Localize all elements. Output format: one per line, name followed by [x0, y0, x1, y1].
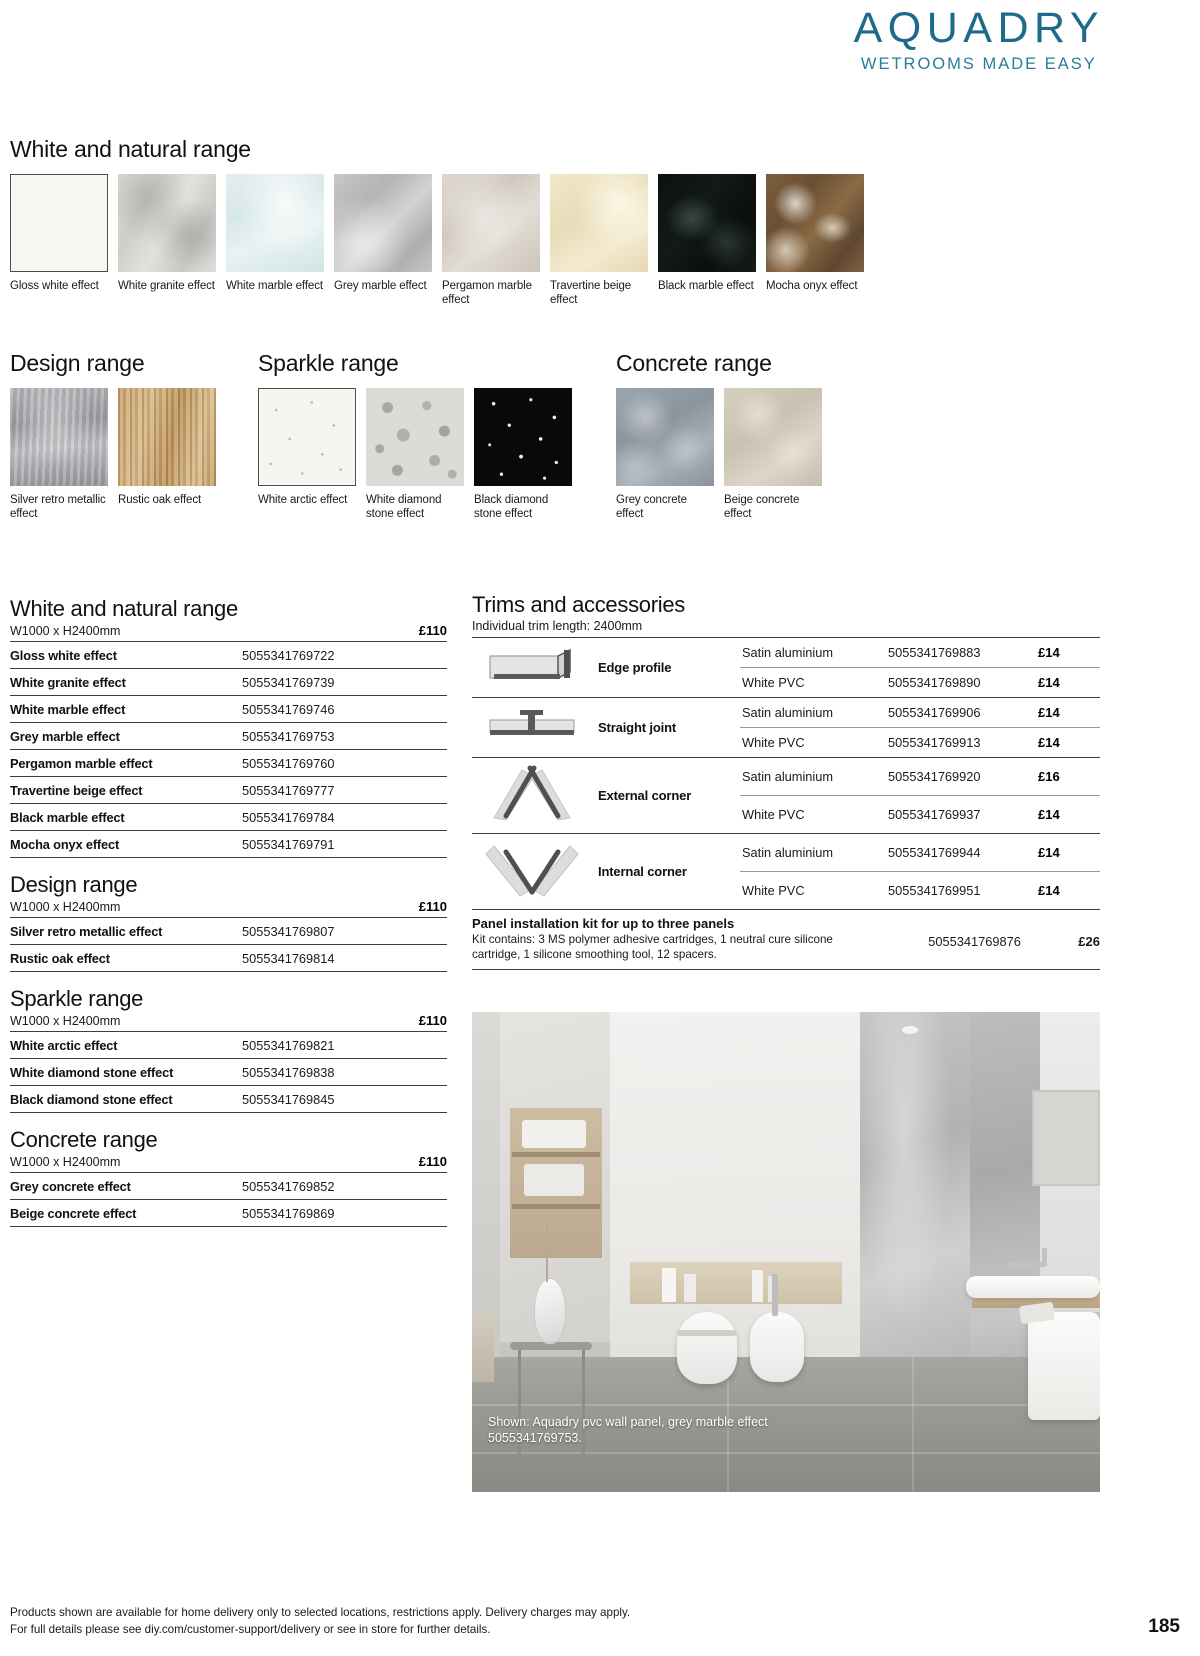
product-code: 5055341769746: [242, 702, 335, 717]
price-table-sparkle-range: [10, 986, 447, 1113]
table-size: W1000 x H2400mm: [10, 1155, 121, 1169]
installation-kit-block[interactable]: [472, 910, 1100, 970]
brand-name: AQUADRY: [853, 4, 1104, 52]
kit-title: Panel installation kit for up to three panels: [472, 916, 735, 931]
trim-code: 5055341769913: [888, 728, 1038, 758]
table-price: £110: [418, 1154, 447, 1169]
gallery-title: Concrete range: [616, 350, 772, 376]
product-name: Black marble effect: [10, 810, 125, 825]
swatch-label: Beige concrete effect: [724, 494, 800, 521]
table-row[interactable]: [10, 1200, 447, 1227]
kit-code: 5055341769876: [928, 934, 1021, 949]
trims-column: [472, 592, 1100, 970]
product-name: White diamond stone effect: [10, 1065, 174, 1080]
gallery-title: Sparkle range: [258, 350, 399, 376]
swatch-cell[interactable]: [258, 388, 356, 521]
trim-code: 5055341769944: [888, 845, 981, 860]
price-tables-column: [10, 592, 447, 1241]
hero-branch: [546, 1224, 548, 1282]
trim-price: £14: [1038, 872, 1100, 910]
product-name: Travertine beige effect: [10, 783, 143, 798]
swatch-grid: [10, 174, 864, 307]
table-row[interactable]: [10, 669, 447, 696]
trim-price: £14: [1038, 645, 1060, 660]
edge-profile-icon: [472, 638, 592, 698]
internal-corner-icon-svg: [484, 838, 580, 900]
brand-logo: [854, 6, 1104, 74]
trim-price: £14: [1038, 796, 1100, 834]
trim-material: White PVC: [740, 872, 888, 910]
hero-caption: Shown: Aquadry pvc wall panel, grey marble effect 5055341769753.: [488, 1414, 768, 1445]
product-code: 5055341769722: [242, 648, 335, 663]
trim-name: Internal corner: [598, 864, 687, 879]
kit-divider: [472, 969, 1100, 970]
table-row[interactable]: [10, 723, 447, 750]
trim-name: Straight joint: [598, 720, 677, 735]
table-size: W1000 x H2400mm: [10, 900, 121, 914]
swatch-label: Travertine beige effect: [550, 280, 632, 307]
swatch-grid: [10, 388, 258, 521]
product-code: 5055341769845: [242, 1092, 335, 1107]
table-row[interactable]: [10, 696, 447, 723]
trim-material: White PVC: [740, 728, 888, 758]
trim-name: Edge profile: [598, 660, 672, 675]
table-row[interactable]: [10, 804, 447, 831]
product-code: 5055341769814: [242, 951, 335, 966]
trim-material: Satin aluminium: [742, 845, 834, 860]
table-row[interactable]: [10, 642, 447, 669]
product-code: 5055341769838: [242, 1065, 335, 1080]
hero-bathroom-photo: [472, 1012, 1100, 1492]
hero-mirror: [1032, 1090, 1100, 1186]
table-row[interactable]: [10, 831, 447, 858]
product-name: Grey concrete effect: [10, 1179, 131, 1194]
hero-basin-tap: [1008, 1262, 1046, 1267]
swatch-label: Grey marble effect: [334, 280, 427, 292]
swatch-cell[interactable]: [118, 388, 216, 521]
trim-material: White PVC: [740, 796, 888, 834]
trim-row[interactable]: [472, 638, 1100, 668]
footer-legal-text: [10, 1605, 630, 1638]
trim-price: £14: [1038, 845, 1060, 860]
table-row[interactable]: [10, 1173, 447, 1200]
hero-bottle: [662, 1268, 676, 1302]
brand-tagline: WETROOMS MADE EASY: [860, 55, 1097, 74]
product-code: 5055341769760: [242, 756, 335, 771]
swatch-silver-retro: [10, 388, 108, 486]
swatch-cell[interactable]: [226, 174, 324, 307]
internal-corner-icon: [472, 834, 592, 910]
swatch-white-granite: [118, 174, 216, 272]
swatch-mocha-onyx: [766, 174, 864, 272]
kit-price: £26: [1078, 934, 1100, 949]
product-name: Mocha onyx effect: [10, 837, 120, 852]
swatch-label: White granite effect: [118, 280, 215, 292]
table-price: £110: [418, 623, 447, 638]
hero-floor-grout: [912, 1357, 914, 1492]
price-table-concrete-range: [10, 1127, 447, 1227]
product-code: 5055341769753: [242, 729, 335, 744]
hero-bottle: [752, 1270, 763, 1302]
trim-material: Satin aluminium: [742, 645, 834, 660]
table-price: £110: [418, 1013, 447, 1028]
gallery-sparkle-range: [258, 350, 616, 521]
trim-material: White PVC: [740, 668, 888, 698]
swatch-cell[interactable]: [334, 174, 432, 307]
trim-material: Satin aluminium: [742, 705, 834, 720]
swatch-pergamon-marble: [442, 174, 540, 272]
swatch-cell[interactable]: [442, 174, 540, 307]
edge-profile-icon-svg: [484, 644, 580, 686]
gallery-row-2: [10, 350, 846, 521]
hero-towel: [522, 1120, 586, 1148]
external-corner-icon-svg: [484, 762, 580, 824]
product-name: Silver retro metallic effect: [10, 924, 163, 939]
trims-subtitle: Individual trim length: 2400mm: [472, 619, 643, 633]
product-code: 5055341769852: [242, 1179, 335, 1194]
product-name: Rustic oak effect: [10, 951, 110, 966]
straight-joint-icon-svg: [484, 704, 580, 746]
table-row[interactable]: [10, 1059, 447, 1086]
trims-title: Trims and accessories: [472, 592, 685, 617]
trim-price: £16: [1038, 769, 1060, 784]
swatch-white-diamond: [366, 388, 464, 486]
hero-shelf-divider: [512, 1152, 600, 1157]
price-table: [10, 917, 447, 972]
swatch-cell[interactable]: [366, 388, 464, 521]
straight-joint-icon: [472, 698, 592, 758]
hero-floor-grout: [472, 1452, 1100, 1454]
hero-bottle: [684, 1274, 696, 1302]
table-title: Sparkle range: [10, 986, 144, 1011]
product-code: 5055341769791: [242, 837, 335, 852]
table-header: [10, 986, 447, 1031]
swatch-rustic-oak: [118, 388, 216, 486]
swatch-cell[interactable]: [724, 388, 822, 521]
swatch-label: Rustic oak effect: [118, 494, 202, 506]
product-name: White granite effect: [10, 675, 126, 690]
swatch-label: Mocha onyx effect: [766, 280, 858, 292]
table-row[interactable]: [10, 1086, 447, 1113]
trim-code: 5055341769883: [888, 645, 981, 660]
hero-laundry-bin: [1028, 1312, 1100, 1420]
table-title: White and natural range: [10, 596, 238, 621]
swatch-cell[interactable]: [766, 174, 864, 307]
hero-floor-grout: [472, 1404, 1100, 1406]
table-header: [10, 596, 447, 641]
swatch-label: White diamond stone effect: [366, 494, 442, 521]
page-footer: [10, 1605, 1190, 1638]
page-number: 185: [1148, 1616, 1180, 1637]
trim-price: £14: [1038, 668, 1100, 698]
product-name: Grey marble effect: [10, 729, 120, 744]
price-table-design-range: [10, 872, 447, 972]
table-price: £110: [418, 899, 447, 914]
hero-white-wall: [610, 1012, 860, 1357]
hero-bidet: [750, 1312, 804, 1382]
table-row[interactable]: [10, 918, 447, 945]
swatch-label: White marble effect: [226, 280, 323, 292]
swatch-label: Black diamond stone effect: [474, 494, 549, 521]
hero-marble-wall: [860, 1012, 970, 1412]
swatch-label: Gloss white effect: [10, 280, 99, 292]
footer-line-2: For full details please see diy.com/customer-support/delivery or see in store for further details.: [10, 1622, 491, 1636]
swatch-cell[interactable]: [616, 388, 714, 521]
trim-code: 5055341769937: [888, 796, 1038, 834]
trim-code: 5055341769890: [888, 668, 1038, 698]
table-size: W1000 x H2400mm: [10, 624, 121, 638]
table-title: Concrete range: [10, 1127, 158, 1152]
swatch-black-diamond: [474, 388, 572, 486]
swatch-grid: [258, 388, 616, 521]
product-name: Gloss white effect: [10, 648, 117, 663]
hero-table-leg: [582, 1350, 585, 1466]
hero-vase: [534, 1278, 566, 1344]
trim-row[interactable]: [472, 834, 1100, 872]
table-header: [10, 872, 447, 917]
table-title: Design range: [10, 872, 138, 897]
hero-ceiling-light: [902, 1026, 918, 1034]
gallery-design-range: [10, 350, 258, 521]
swatch-white-marble: [226, 174, 324, 272]
table-row[interactable]: [10, 777, 447, 804]
trim-price: £14: [1038, 705, 1060, 720]
hero-table-leg: [518, 1350, 521, 1466]
trim-row[interactable]: [472, 698, 1100, 728]
price-table-white-natural: [10, 596, 447, 858]
swatch-white-arctic: [258, 388, 356, 486]
product-name: Pergamon marble effect: [10, 756, 153, 771]
swatch-cell[interactable]: [550, 174, 648, 307]
hero-towel: [524, 1164, 584, 1196]
footer-line-1: Products shown are available for home delivery only to selected locations, restrictions apply. Delivery charges may apply.: [10, 1606, 631, 1620]
swatch-grey-marble: [334, 174, 432, 272]
trims-table: [472, 637, 1100, 910]
hero-wc-seat: [677, 1330, 737, 1336]
price-table: [10, 1031, 447, 1113]
gallery-concrete-range: [616, 350, 846, 521]
hero-shelf-divider: [512, 1204, 600, 1209]
swatch-grid: [616, 388, 846, 521]
table-row[interactable]: [10, 945, 447, 972]
trim-name: External corner: [598, 788, 692, 803]
trim-row[interactable]: [472, 758, 1100, 796]
swatch-cell[interactable]: [10, 388, 108, 521]
product-code: 5055341769784: [242, 810, 335, 825]
price-table: [10, 1172, 447, 1227]
product-name: White arctic effect: [10, 1038, 118, 1053]
swatch-travertine-beige: [550, 174, 648, 272]
swatch-label: Grey concrete effect: [616, 494, 687, 521]
price-table: [10, 641, 447, 858]
swatch-grey-concrete: [616, 388, 714, 486]
product-code: 5055341769777: [242, 783, 335, 798]
swatch-gloss-white: [10, 174, 108, 272]
product-name: Black diamond stone effect: [10, 1092, 173, 1107]
gallery-title: Design range: [10, 350, 145, 376]
swatch-cell[interactable]: [118, 174, 216, 307]
swatch-beige-concrete: [724, 388, 822, 486]
swatch-label: Silver retro metallic effect: [10, 494, 106, 521]
trim-material: Satin aluminium: [742, 769, 834, 784]
table-row[interactable]: [10, 750, 447, 777]
swatch-label: Pergamon marble effect: [442, 280, 532, 307]
hero-bidet-tap: [772, 1274, 778, 1316]
hero-basin: [966, 1276, 1100, 1298]
trim-code: 5055341769920: [888, 769, 981, 784]
swatch-cell[interactable]: [10, 174, 108, 307]
product-name: Beige concrete effect: [10, 1206, 137, 1221]
product-name: White marble effect: [10, 702, 126, 717]
external-corner-icon: [472, 758, 592, 834]
swatch-black-marble: [658, 174, 756, 272]
product-code: 5055341769807: [242, 924, 335, 939]
trim-code: 5055341769906: [888, 705, 981, 720]
hero-wc: [677, 1312, 737, 1384]
swatch-cell[interactable]: [474, 388, 572, 521]
product-code: 5055341769869: [242, 1206, 335, 1221]
swatch-cell[interactable]: [658, 174, 756, 307]
hero-basket: [472, 1312, 494, 1382]
table-row[interactable]: [10, 1032, 447, 1059]
hero-basin-tap-stem: [1042, 1248, 1047, 1266]
trim-code: 5055341769951: [888, 872, 1038, 910]
gallery-title: White and natural range: [10, 136, 251, 162]
trim-price: £14: [1038, 728, 1100, 758]
table-size: W1000 x H2400mm: [10, 1014, 121, 1028]
swatch-label: White arctic effect: [258, 494, 348, 506]
product-code: 5055341769821: [242, 1038, 335, 1053]
product-code: 5055341769739: [242, 675, 335, 690]
gallery-white-natural: [10, 136, 864, 307]
swatch-label: Black marble effect: [658, 280, 754, 292]
table-header: [10, 1127, 447, 1172]
kit-description: Kit contains: 3 MS polymer adhesive cartridges, 1 neutral cure silicone cartridge, 1 silicone smoothing tool, 12 spacers.: [472, 933, 833, 961]
